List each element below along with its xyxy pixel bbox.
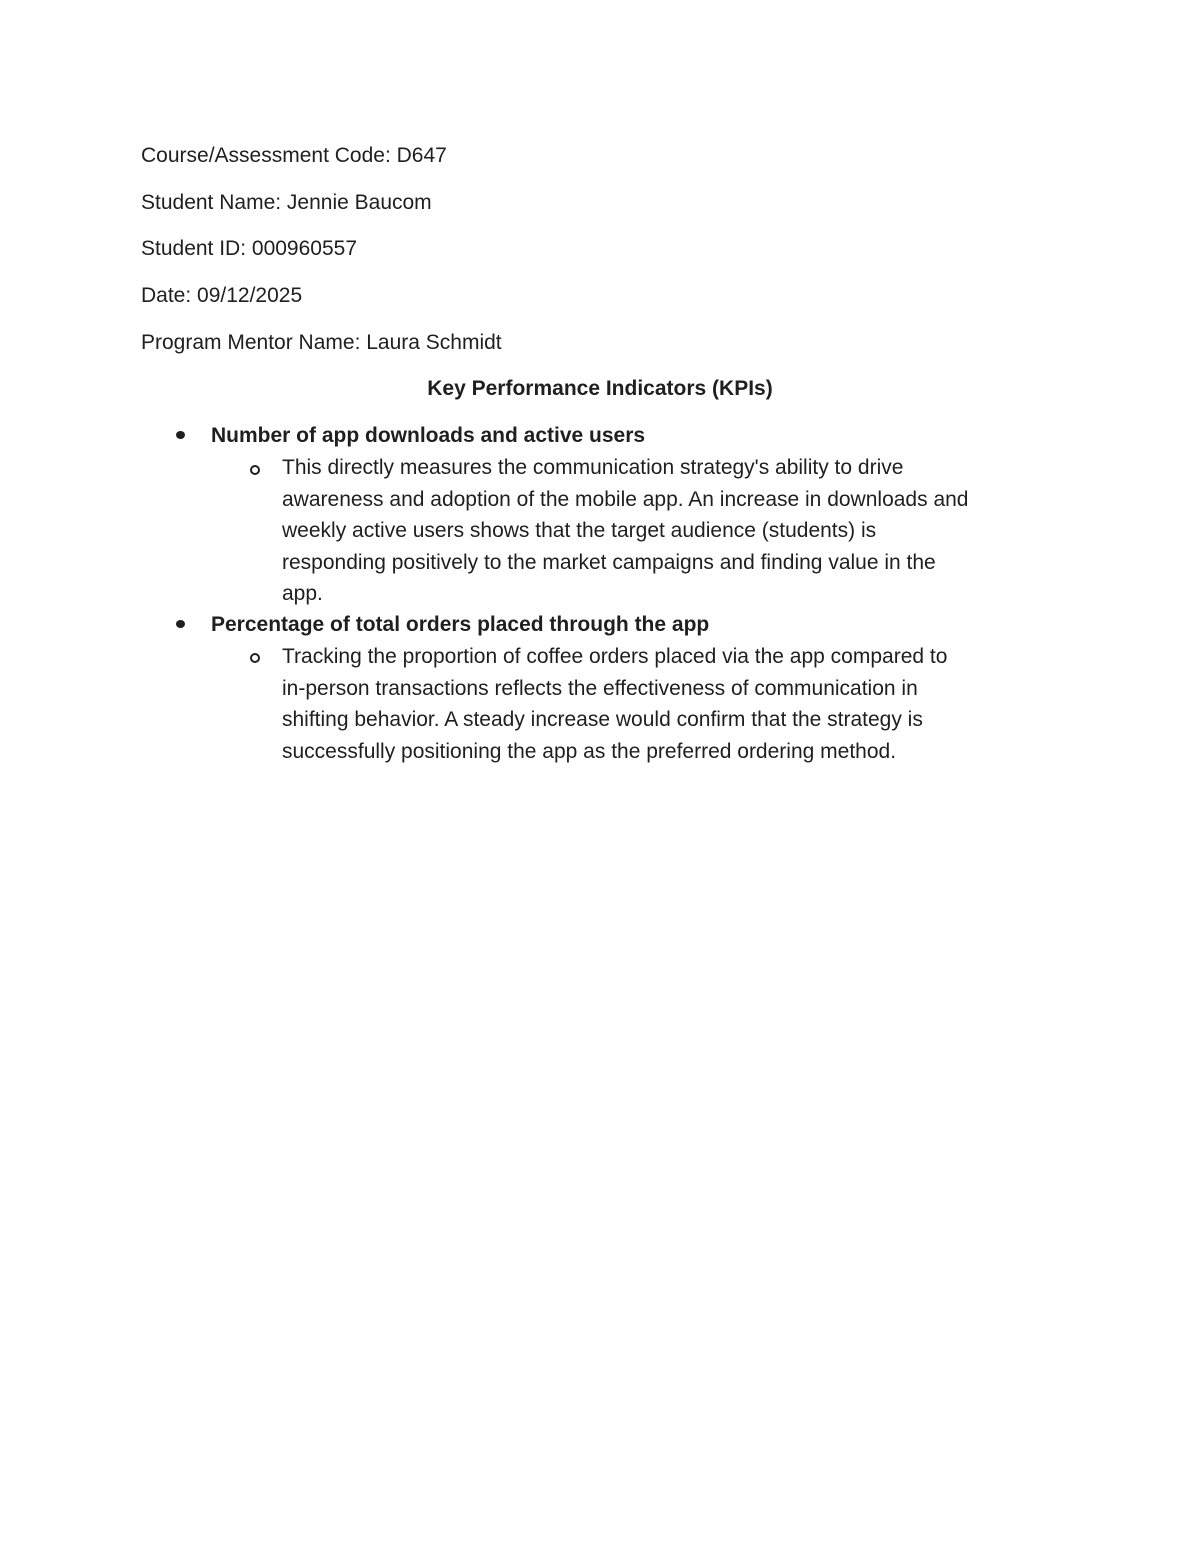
kpi-description-line: successfully positioning the app as the preferred ordering method.	[282, 739, 897, 763]
kpi-description-line: awareness and adoption of the mobile app. An increase in downloads and	[282, 487, 969, 511]
course-code-line: Course/Assessment Code: D647	[141, 144, 447, 167]
kpi-description-line: shifting behavior. A steady increase would confirm that the strategy is	[282, 708, 923, 731]
kpi-description-line: Tracking the proportion of coffee orders placed via the app compared to	[282, 645, 948, 668]
kpi-description-line: app.	[282, 582, 323, 605]
kpi-description-line: in-person transactions reflects the effectiveness of communication in	[282, 676, 918, 700]
mentor-line: Program Mentor Name: Laura Schmidt	[141, 331, 502, 354]
kpi-description	[282, 452, 1072, 610]
kpi-description-line: weekly active users shows that the target audience (students) is	[282, 519, 877, 542]
kpi-heading: Percentage of total orders placed through the app	[211, 613, 710, 636]
student-id-line: Student ID: 000960557	[141, 237, 358, 260]
kpi-description-line: This directly measures the communication strategy's ability to drive	[282, 456, 904, 479]
kpi-description-line: responding positively to the market campaigns and finding value in the	[282, 550, 936, 574]
document-title: Key Performance Indicators (KPIs)	[427, 377, 773, 400]
bullet-dot-icon	[176, 620, 185, 628]
kpi-heading: Number of app downloads and active users	[211, 424, 646, 447]
bullet-dot-icon	[176, 431, 185, 439]
hollow-circle-bullet-icon	[250, 653, 260, 663]
student-name-line: Student Name: Jennie Baucom	[141, 191, 432, 214]
date-line: Date: 09/12/2025	[141, 284, 303, 307]
hollow-circle-bullet-icon	[250, 465, 260, 475]
kpi-description	[282, 641, 1072, 767]
